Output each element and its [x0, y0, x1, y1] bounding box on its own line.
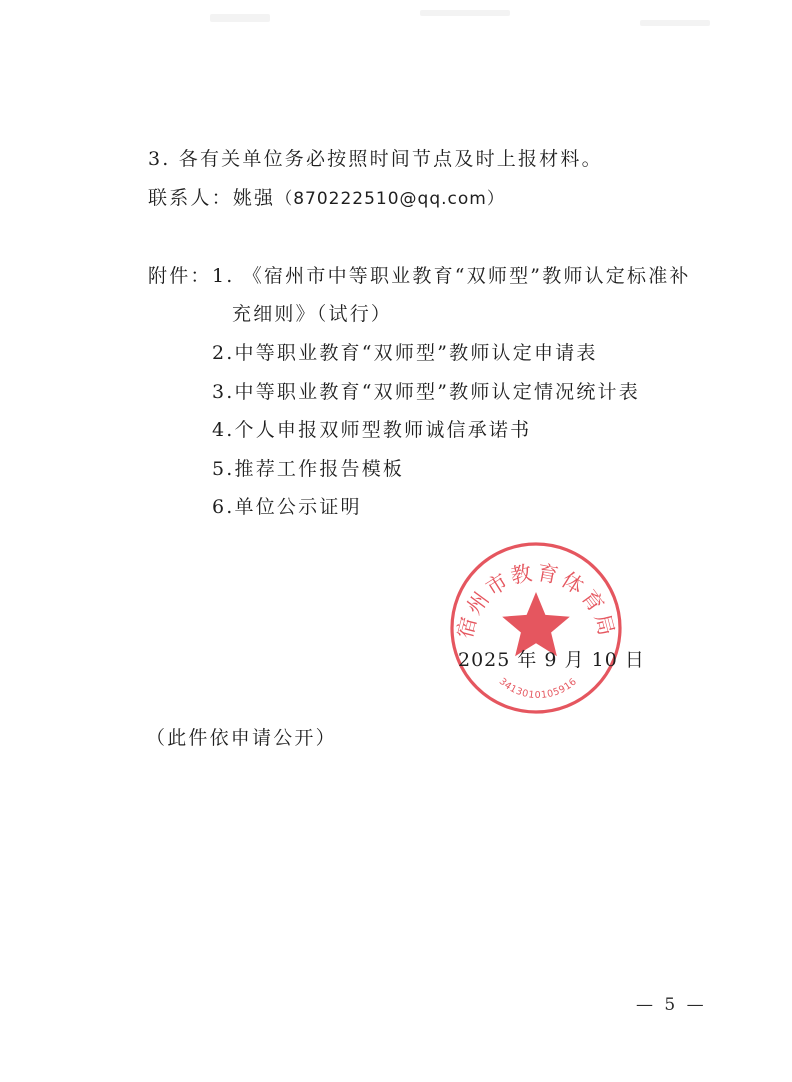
attachment-item-6	[212, 495, 362, 519]
attachment-item-3	[212, 380, 640, 404]
attachment-number: 1.	[212, 265, 235, 287]
attachment-title: 个人申报双师型教师诚信承诺书	[234, 419, 532, 441]
attachment-item-5	[212, 457, 404, 481]
star-icon	[502, 592, 570, 656]
attachment-number: 3.	[212, 381, 235, 403]
attachments-label: 附件：	[148, 265, 212, 287]
attachment-item-4	[212, 418, 531, 442]
official-seal-stamp	[448, 540, 624, 716]
attachment-number: 2.	[212, 342, 235, 364]
disclosure-note: （此件依申请公开）	[146, 727, 337, 749]
scan-artifact	[210, 14, 270, 22]
attachment-number: 6.	[212, 496, 235, 518]
attachment-item-1-line2: 充细则》（试行）	[232, 303, 393, 325]
contact-email: （870222510@qq.com）	[275, 189, 505, 209]
attachment-title: 推荐工作报告模板	[234, 458, 405, 480]
attachment-title: 单位公示证明	[234, 496, 362, 518]
attachment-item-2	[212, 341, 598, 365]
seal-organization-text: 宿州市教育体育局	[452, 560, 620, 641]
page-number: — 5 —	[636, 995, 707, 1015]
attachment-item-1-line1	[212, 264, 691, 288]
attachment-title: 《宿州市中等职业教育“双师型”教师认定标准补	[242, 265, 691, 287]
contact-label: 联系人：	[148, 187, 233, 209]
attachment-title: 中等职业教育“双师型”教师认定申请表	[234, 342, 598, 364]
seal-code-text: 3413010105916	[496, 676, 580, 702]
contact-line	[148, 186, 505, 211]
scan-artifact	[640, 20, 710, 26]
attachment-number: 4.	[212, 419, 235, 441]
contact-name: 姚强	[232, 187, 276, 209]
issue-date: 2025 年 9 月 10 日	[458, 649, 645, 671]
attachment-number: 5.	[212, 458, 235, 480]
attachment-title: 中等职业教育“双师型”教师认定情况统计表	[234, 381, 640, 403]
scan-artifact	[420, 10, 510, 16]
notice-item-3: 3. 各有关单位务必按照时间节点及时上报材料。	[148, 148, 603, 170]
